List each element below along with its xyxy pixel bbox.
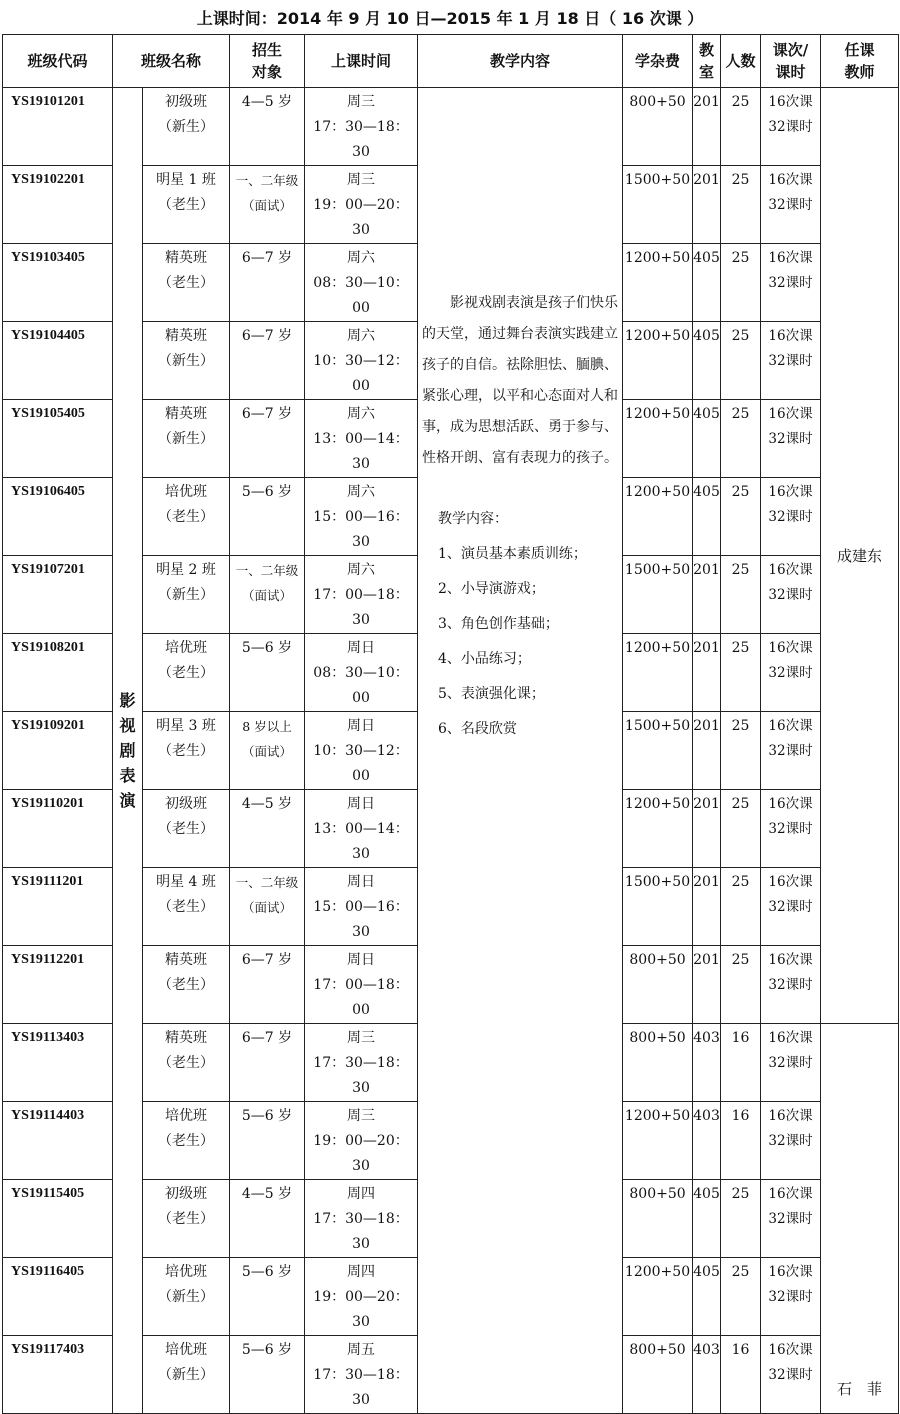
tuition-fee: 1200+50 [623,1258,693,1336]
class-time: 周三 17：30—18：30 [305,88,418,166]
content-list-item: 2、小导演游戏； [438,581,545,597]
sessions-hours: 16次课 32课时 [761,556,821,634]
enroll-target: 6—7 岁 [230,400,305,478]
class-time: 周六 17：00—18：30 [305,556,418,634]
class-code: YS19117403 [3,1336,113,1414]
enroll-target: 6—7 岁 [230,946,305,1024]
class-time: 周日 15：00—16：30 [305,868,418,946]
class-code: YS19109201 [3,712,113,790]
sessions-hours: 16次课 32课时 [761,478,821,556]
sessions-hours: 16次课 32课时 [761,1336,821,1414]
tuition-fee: 1500+50 [623,166,693,244]
class-name: 明星 2 班 （新生） [143,556,230,634]
classroom: 201 [693,712,721,790]
sessions-hours: 16次课 32课时 [761,790,821,868]
header-target: 招生 对象 [230,35,305,88]
content-list-title: 教学内容： [438,511,509,527]
enroll-target: 4—5 岁 [230,1180,305,1258]
class-code: YS19113403 [3,1024,113,1102]
class-name: 明星 3 班 （老生） [143,712,230,790]
sessions-hours: 16次课 32课时 [761,946,821,1024]
sessions-hours: 16次课 32课时 [761,868,821,946]
student-count: 25 [721,166,761,244]
classroom: 405 [693,244,721,322]
header-fee: 学杂费 [623,35,693,88]
student-count: 25 [721,1180,761,1258]
class-time: 周三 19：00—20：30 [305,166,418,244]
student-count: 25 [721,400,761,478]
header-name: 班级名称 [113,35,230,88]
teacher-name: 石 菲 [821,1024,899,1414]
classroom: 405 [693,478,721,556]
class-name: 初级班 （老生） [143,790,230,868]
class-time: 周四 17：30—18：30 [305,1180,418,1258]
enroll-target: 一、二年级 （面试） [230,556,305,634]
tuition-fee: 1200+50 [623,244,693,322]
class-code: YS19112201 [3,946,113,1024]
class-name: 精英班 （老生） [143,244,230,322]
class-time: 周六 13：00—14：30 [305,400,418,478]
tuition-fee: 1500+50 [623,556,693,634]
class-name: 培优班 （老生） [143,478,230,556]
class-code: YS19108201 [3,634,113,712]
sessions-hours: 16次课 32课时 [761,1258,821,1336]
class-name: 培优班 （老生） [143,1102,230,1180]
class-code: YS19115405 [3,1180,113,1258]
sessions-hours: 16次课 32课时 [761,634,821,712]
classroom: 405 [693,322,721,400]
header-row [3,35,899,88]
sessions-hours: 16次课 32课时 [761,88,821,166]
class-time: 周四 19：00—20：30 [305,1258,418,1336]
class-name: 初级班 （新生） [143,88,230,166]
classroom: 405 [693,1180,721,1258]
teaching-content [418,88,623,1414]
sessions-hours: 16次课 32课时 [761,244,821,322]
student-count: 25 [721,712,761,790]
schedule-title: 上课时间：2014 年 9 月 10 日—2015 年 1 月 18 日（ 16 次课 ） [196,9,704,28]
content-list-item: 1、演员基本素质训练； [438,546,587,562]
student-count: 25 [721,868,761,946]
header-count: 人数 [721,35,761,88]
classroom: 403 [693,1336,721,1414]
tuition-fee: 1500+50 [623,868,693,946]
class-code: YS19104405 [3,322,113,400]
class-time: 周六 10：30—12：00 [305,322,418,400]
class-time: 周三 19：00—20：30 [305,1102,418,1180]
tuition-fee: 1200+50 [623,790,693,868]
class-schedule-table [2,34,899,1414]
student-count: 25 [721,1258,761,1336]
enroll-target: 8 岁以上 （面试） [230,712,305,790]
content-intro: 影视戏剧表演是孩子们快乐的天堂，通过舞台表演实践建立孩子的自信。祛除胆怯、腼腆、紧张心理，以平和心态面对人和事，成为思想活跃、勇于参与、性格开朗、富有表现力的孩子。 [422,295,619,466]
tuition-fee: 1200+50 [623,322,693,400]
sessions-hours: 16次课 32课时 [761,166,821,244]
sessions-hours: 16次课 32课时 [761,322,821,400]
student-count: 25 [721,556,761,634]
class-name: 精英班 （老生） [143,1024,230,1102]
student-count: 25 [721,478,761,556]
class-code: YS19101201 [3,88,113,166]
enroll-target: 一、二年级 （面试） [230,166,305,244]
tuition-fee: 800+50 [623,1024,693,1102]
enroll-target: 5—6 岁 [230,1258,305,1336]
tuition-fee: 1500+50 [623,712,693,790]
class-name: 明星 1 班 （老生） [143,166,230,244]
class-time: 周日 10：30—12：00 [305,712,418,790]
class-name: 精英班 （新生） [143,322,230,400]
table-row [3,88,899,166]
student-count: 16 [721,1024,761,1102]
header-content: 教学内容 [418,35,623,88]
class-time: 周六 08：30—10：00 [305,244,418,322]
header-time: 上课时间 [305,35,418,88]
header-teacher: 任课 教师 [821,35,899,88]
classroom: 201 [693,88,721,166]
classroom: 403 [693,1102,721,1180]
class-code: YS19102201 [3,166,113,244]
student-count: 16 [721,1336,761,1414]
sessions-hours: 16次课 32课时 [761,1102,821,1180]
header-sessions: 课次/ 课时 [761,35,821,88]
enroll-target: 6—7 岁 [230,1024,305,1102]
classroom: 405 [693,1258,721,1336]
class-name: 精英班 （老生） [143,946,230,1024]
enroll-target: 5—6 岁 [230,634,305,712]
classroom: 201 [693,634,721,712]
class-code: YS19114403 [3,1102,113,1180]
tuition-fee: 800+50 [623,88,693,166]
header-code: 班级代码 [3,35,113,88]
tuition-fee: 1200+50 [623,478,693,556]
class-name: 培优班 （老生） [143,634,230,712]
class-time: 周日 13：00—14：30 [305,790,418,868]
class-code: YS19111201 [3,868,113,946]
tuition-fee: 800+50 [623,1336,693,1414]
enroll-target: 5—6 岁 [230,1336,305,1414]
enroll-target: 5—6 岁 [230,1102,305,1180]
header-room: 教 室 [693,35,721,88]
class-code: YS19110201 [3,790,113,868]
class-name: 培优班 （新生） [143,1336,230,1414]
classroom: 201 [693,868,721,946]
class-code: YS19105405 [3,400,113,478]
class-name: 精英班 （新生） [143,400,230,478]
classroom: 201 [693,166,721,244]
class-code: YS19106405 [3,478,113,556]
sessions-hours: 16次课 32课时 [761,1024,821,1102]
enroll-target: 5—6 岁 [230,478,305,556]
enroll-target: 4—5 岁 [230,88,305,166]
class-code: YS19103405 [3,244,113,322]
classroom: 405 [693,400,721,478]
classroom: 403 [693,1024,721,1102]
student-count: 25 [721,634,761,712]
tuition-fee: 800+50 [623,946,693,1024]
content-list-item: 4、小品练习； [438,651,531,667]
class-name: 明星 4 班 （老生） [143,868,230,946]
sessions-hours: 16次课 32课时 [761,712,821,790]
class-name: 培优班 （新生） [143,1258,230,1336]
content-list-item: 6、名段欣赏 [438,721,517,737]
student-count: 25 [721,790,761,868]
tuition-fee: 1200+50 [623,400,693,478]
class-time: 周日 08：30—10：00 [305,634,418,712]
classroom: 201 [693,946,721,1024]
student-count: 25 [721,88,761,166]
course-name: 影 视 剧 表 演 [113,88,143,1414]
teacher-name: 成建东 [821,88,899,1024]
class-time: 周六 15：00—16：30 [305,478,418,556]
table-body [3,88,899,1414]
enroll-target: 4—5 岁 [230,790,305,868]
class-time: 周日 17：00—18：00 [305,946,418,1024]
student-count: 16 [721,1102,761,1180]
class-time: 周五 17：30—18：30 [305,1336,418,1414]
sessions-hours: 16次课 32课时 [761,1180,821,1258]
classroom: 201 [693,556,721,634]
class-time: 周三 17：30—18：30 [305,1024,418,1102]
tuition-fee: 800+50 [623,1180,693,1258]
sessions-hours: 16次课 32课时 [761,400,821,478]
class-code: YS19116405 [3,1258,113,1336]
enroll-target: 6—7 岁 [230,322,305,400]
enroll-target: 6—7 岁 [230,244,305,322]
content-list-item: 5、表演强化课； [438,686,545,702]
tuition-fee: 1200+50 [623,1102,693,1180]
student-count: 25 [721,244,761,322]
student-count: 25 [721,322,761,400]
tuition-fee: 1200+50 [623,634,693,712]
class-code: YS19107201 [3,556,113,634]
class-name: 初级班 （老生） [143,1180,230,1258]
classroom: 201 [693,790,721,868]
student-count: 25 [721,946,761,1024]
content-list-item: 3、角色创作基础； [438,616,559,632]
enroll-target: 一、二年级 （面试） [230,868,305,946]
